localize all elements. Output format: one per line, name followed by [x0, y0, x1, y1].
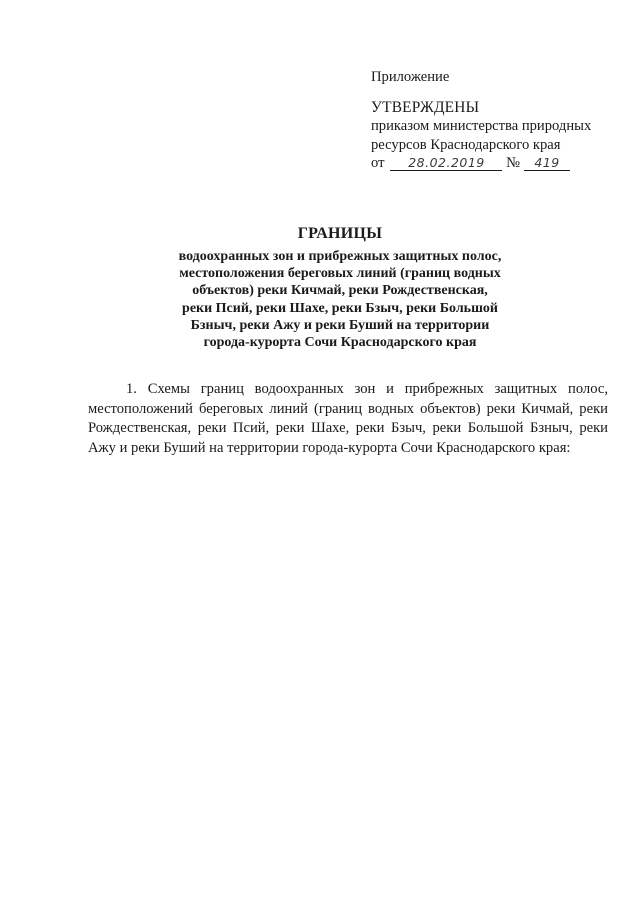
number-prefix: №	[506, 155, 521, 171]
subtitle-line-3: объектов) реки Кичмай, реки Рождественская,	[192, 283, 488, 299]
date-prefix: от	[371, 155, 385, 171]
body-paragraph-1: 1. Схемы границ водоохранных зон и прибрежных защитных полос, местоположений береговых линий (границ водных объектов) реки Кичмай, реки Рождественская, реки Псий, реки Шахе, реки Бзыч, реки Большой Бзныч, реки Ажу и реки Буший на территории города-курорта Сочи Краснодарского края:	[88, 381, 608, 456]
subtitle-line-5: Бзныч, реки Ажу и реки Буший на территории	[190, 317, 490, 333]
document-title-block	[150, 224, 530, 351]
subtitle-line-2: местоположения береговых линий (границ водных	[179, 266, 501, 282]
approval-stamp-block	[371, 68, 621, 173]
document-title: ГРАНИЦЫ	[297, 225, 383, 242]
subtitle-line-4: реки Псий, реки Шахе, реки Бзыч, реки Большой	[182, 300, 498, 316]
order-line-2: ресурсов Краснодарского края	[371, 136, 561, 153]
handwritten-date: 28.02.2019	[390, 155, 502, 171]
order-date-number	[371, 154, 621, 173]
approved-label: УТВЕРЖДЕНЫ	[371, 98, 480, 116]
handwritten-number: 419	[524, 155, 570, 171]
appendix-label: Приложение	[371, 69, 450, 85]
subtitle-line-1: водоохранных зон и прибрежных защитных полос,	[178, 249, 502, 264]
order-line-1: приказом министерства природных	[371, 118, 592, 134]
subtitle-line-6: города-курорта Сочи Краснодарского края	[203, 335, 477, 351]
